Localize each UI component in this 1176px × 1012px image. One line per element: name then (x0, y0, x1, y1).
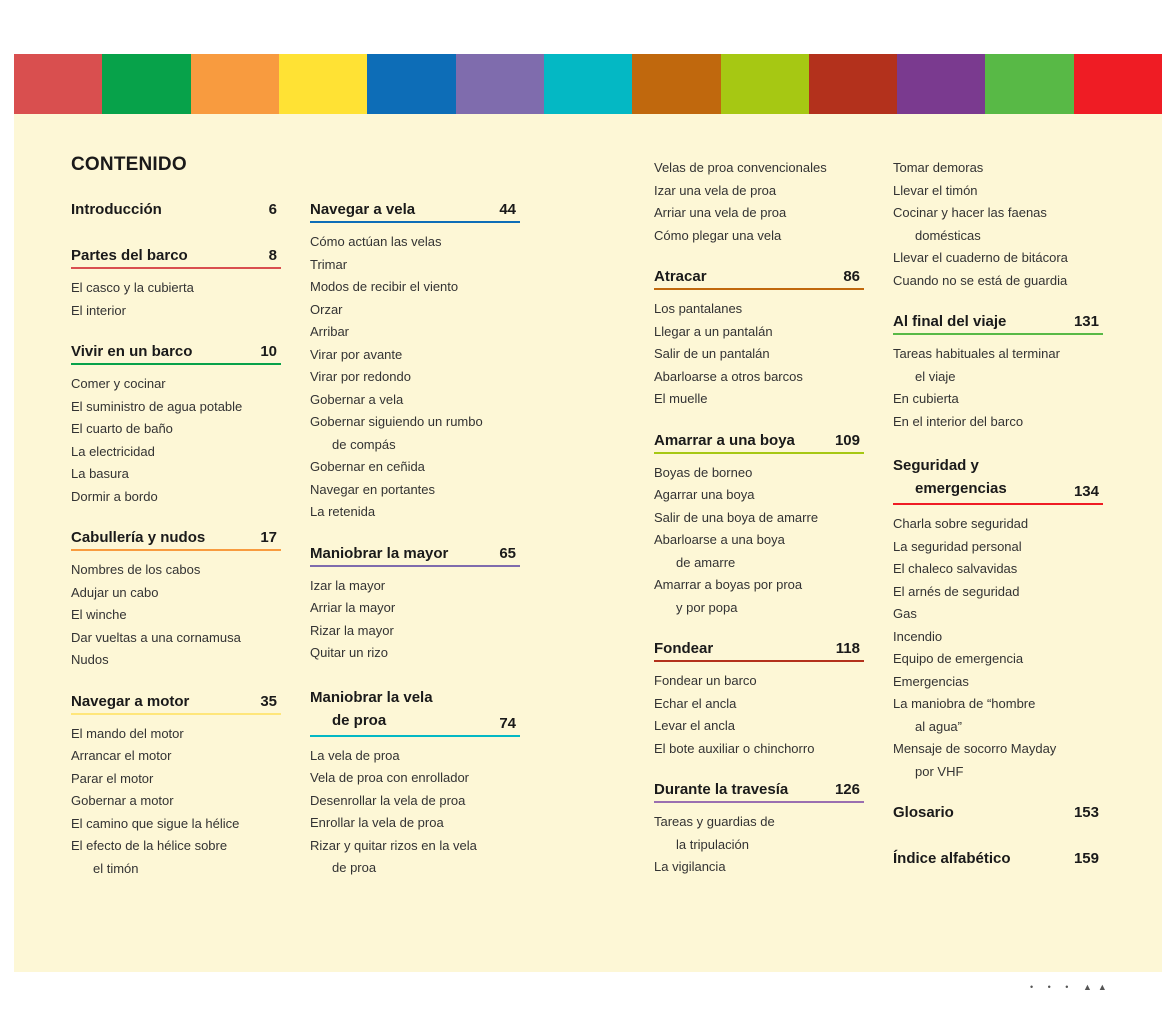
toc-item[interactable] (310, 254, 520, 277)
section-page-number: 74 (499, 714, 516, 732)
toc-column-3 (654, 157, 864, 900)
toc-item[interactable] (893, 157, 1103, 180)
toc-item-list (71, 373, 281, 508)
toc-item-text: Gobernar en ceñida (310, 459, 425, 474)
toc-item[interactable] (310, 389, 520, 412)
toc-item-text: Salir de un pantalán (654, 346, 770, 361)
section-heading[interactable] (310, 201, 520, 223)
toc-item-text: el viaje (915, 368, 956, 384)
toc-item-text: El interior (71, 302, 126, 318)
section-heading[interactable] (654, 781, 864, 803)
toc-item[interactable] (654, 529, 864, 574)
section-heading[interactable] (71, 693, 281, 715)
color-strip-block (985, 54, 1073, 114)
toc-item-text: La basura (71, 466, 129, 481)
color-strip-block (1074, 54, 1162, 114)
section-title (310, 686, 433, 732)
toc-item-text: Dormir a bordo (71, 488, 158, 504)
toc-item-text: Velas de proa convencionales (654, 160, 827, 175)
toc-item[interactable] (654, 856, 864, 879)
toc-item-list (654, 462, 864, 620)
section-title: Cabullería y nudos (71, 529, 206, 546)
toc-item[interactable] (893, 247, 1103, 270)
color-strip-block (367, 54, 455, 114)
toc-item-text: Llevar el cuaderno de bitácora (893, 250, 1068, 265)
toc-item-text: Agarrar una boya (654, 487, 755, 502)
toc-item[interactable] (654, 462, 864, 485)
toc-item[interactable] (654, 738, 864, 761)
toc-item[interactable] (654, 157, 864, 180)
color-strip-block (632, 54, 720, 114)
toc-item[interactable] (654, 202, 864, 225)
toc-item-list (893, 157, 1103, 292)
toc-item-text: Rizar la mayor (310, 622, 394, 638)
toc-item-list (893, 513, 1103, 783)
toc-item-list (654, 811, 864, 879)
toc-item[interactable] (310, 745, 520, 768)
toc-item-text: Virar por avante (310, 346, 403, 362)
toc-item[interactable] (654, 670, 864, 693)
section-heading[interactable] (310, 686, 520, 737)
color-strip-block (191, 54, 279, 114)
toc-item-text: El camino que sigue la hélice (71, 815, 240, 831)
toc-item[interactable] (893, 693, 1103, 738)
toc-item-text: Virar por redondo (310, 369, 411, 384)
section-heading[interactable] (893, 454, 1103, 505)
toc-item-text: el timón (93, 860, 139, 876)
toc-item[interactable] (71, 559, 281, 582)
section-title: Fondear (654, 640, 714, 657)
toc-item[interactable] (310, 812, 520, 835)
toc-item[interactable] (310, 620, 520, 643)
toc-item[interactable] (893, 411, 1103, 434)
section-title-line: de proa (332, 711, 387, 729)
toc-item-text: Tareas habituales al terminar (893, 346, 1060, 361)
toc-item-text: Boyas de borneo (654, 464, 753, 480)
toc-column-4 (893, 157, 1103, 896)
toc-item[interactable] (654, 366, 864, 389)
toc-item-text: Rizar y quitar rizos en la vela (310, 837, 477, 853)
toc-item-text: domésticas (915, 227, 981, 243)
toc-item-text: de compás (332, 436, 396, 452)
toc-item[interactable] (654, 180, 864, 203)
toc-item[interactable] (71, 649, 281, 672)
toc-item-list (654, 670, 864, 760)
toc-item-text: Orzar (310, 301, 343, 317)
toc-item[interactable] (310, 835, 520, 880)
toc-item[interactable] (893, 202, 1103, 247)
toc-item-text: El cuarto de baño (71, 421, 173, 436)
toc-item-text: Navegar en portantes (310, 481, 436, 497)
toc-item[interactable] (893, 738, 1103, 783)
toc-item[interactable] (71, 604, 281, 627)
toc-column-2 (310, 201, 520, 901)
toc-item-text: Gobernar a motor (71, 793, 174, 808)
section-page-number: 86 (843, 268, 860, 285)
section-page-number: 17 (260, 529, 277, 546)
toc-item-text: Arriar una vela de proa (654, 205, 787, 220)
color-strip-block (897, 54, 985, 114)
toc-item[interactable] (654, 507, 864, 530)
toc-item[interactable] (310, 299, 520, 322)
toc-item-text: Desenrollar la vela de proa (310, 792, 466, 808)
section-title: Glosario (893, 804, 954, 821)
section-page-number: 153 (1073, 804, 1099, 821)
toc-item[interactable] (71, 768, 281, 791)
toc-item-text: de proa (332, 860, 377, 875)
section-heading[interactable] (71, 343, 281, 365)
toc-item-text: Llevar el timón (893, 182, 978, 198)
toc-item-text: Tomar demoras (893, 160, 984, 175)
section-page-number: 10 (260, 343, 277, 360)
section-title: Navegar a motor (71, 692, 190, 710)
toc-item-text: Cocinar y hacer las faenas (893, 205, 1047, 220)
toc-item[interactable] (71, 745, 281, 768)
section-heading[interactable] (654, 268, 864, 290)
section-title-line: Seguridad y (893, 457, 979, 474)
toc-item-text: al agua” (915, 718, 962, 734)
toc-item-text: Equipo de emergencia (893, 651, 1024, 666)
toc-item-text: La retenida (310, 504, 376, 519)
toc-item-list (654, 157, 864, 247)
toc-item-text: Charla sobre seguridad (893, 516, 1029, 531)
toc-item[interactable] (654, 225, 864, 248)
section-heading[interactable] (893, 850, 1103, 867)
toc-item[interactable] (893, 581, 1103, 604)
section-title: Al final del viaje (893, 313, 1007, 330)
section-title: Introducción (71, 201, 162, 218)
toc-item-text: Incendio (893, 628, 943, 644)
toc-item[interactable] (310, 642, 520, 665)
toc-item[interactable] (654, 574, 864, 619)
toc-item-text: Comer y cocinar (71, 376, 166, 391)
toc-item[interactable] (893, 180, 1103, 203)
toc-item-text: Vela de proa con enrollador (310, 770, 470, 785)
toc-item-text: En el interior del barco (893, 413, 1024, 429)
toc-item[interactable] (71, 813, 281, 836)
toc-item-text: de amarre (676, 554, 736, 570)
section-page-number: 131 (1073, 313, 1099, 330)
toc-item-text: Arrancar el motor (71, 748, 172, 763)
toc-item-list (71, 559, 281, 672)
color-strip-block (544, 54, 632, 114)
toc-item[interactable] (310, 231, 520, 254)
section-title: Amarrar a una boya (654, 431, 795, 449)
toc-item[interactable] (893, 558, 1103, 581)
toc-item-text: Arribar (310, 324, 350, 339)
section-heading[interactable] (71, 529, 281, 551)
section-title: Índice alfabético (893, 850, 1011, 867)
toc-item-text: Nudos (71, 652, 109, 667)
toc-item-text: por VHF (915, 763, 964, 779)
toc-item-text: Cómo actúan las velas (310, 234, 442, 249)
toc-item[interactable] (654, 484, 864, 507)
toc-item-text: Levar el ancla (654, 718, 735, 733)
toc-item[interactable] (71, 790, 281, 813)
color-strip-block (279, 54, 367, 114)
toc-item-list (654, 298, 864, 411)
toc-item-text: y por popa (676, 599, 738, 615)
toc-item-text: El chaleco salvavidas (893, 561, 1018, 576)
toc-item-text: Fondear un barco (654, 673, 757, 688)
toc-item-text: La seguridad personal (893, 538, 1022, 554)
toc-item-list (71, 723, 281, 881)
toc-section (654, 268, 864, 411)
section-page-number: 109 (834, 431, 860, 449)
toc-item[interactable] (71, 723, 281, 746)
color-strip-block (14, 54, 102, 114)
section-title: Atracar (654, 268, 707, 285)
toc-item-text: Modos de recibir el viento (310, 279, 459, 294)
toc-item-text: Izar una vela de proa (654, 182, 777, 198)
toc-item[interactable] (654, 343, 864, 366)
toc-item[interactable] (310, 321, 520, 344)
section-title: Durante la travesía (654, 781, 789, 798)
section-page-number: 134 (1073, 483, 1099, 500)
toc-item-text: El bote auxiliar o chinchorro (654, 740, 815, 756)
toc-item-text: El winche (71, 607, 127, 622)
toc-item[interactable] (71, 300, 281, 323)
toc-item[interactable] (71, 486, 281, 509)
toc-item-text: Abarloarse a una boya (654, 532, 785, 547)
toc-item-text: Abarloarse a otros barcos (654, 368, 803, 384)
toc-item-text: El muelle (654, 391, 708, 406)
color-strip-block (721, 54, 809, 114)
toc-item[interactable] (654, 715, 864, 738)
toc-column-1 (71, 201, 281, 901)
toc-item-text: Echar el ancla (654, 695, 737, 711)
toc-item[interactable] (71, 277, 281, 300)
section-heading[interactable] (71, 201, 281, 218)
toc-item-list (310, 575, 520, 665)
toc-section (310, 686, 520, 880)
toc-item-list (310, 745, 520, 880)
toc-item-text: En cubierta (893, 391, 959, 406)
toc-section (71, 343, 281, 508)
toc-item-text: Los pantalanes (654, 301, 743, 316)
toc-section (654, 157, 864, 247)
toc-section (893, 850, 1103, 867)
toc-item-text: El suministro de agua potable (71, 398, 243, 414)
toc-item[interactable] (310, 344, 520, 367)
section-title: Vivir en un barco (71, 343, 193, 360)
toc-item[interactable] (654, 298, 864, 321)
toc-item[interactable] (310, 366, 520, 389)
toc-item-text: Mensaje de socorro Mayday (893, 741, 1057, 756)
section-title: Maniobrar la mayor (310, 544, 449, 562)
toc-item[interactable] (310, 479, 520, 502)
toc-item[interactable] (71, 463, 281, 486)
section-title (893, 454, 1007, 500)
toc-item-text: la tripulación (676, 836, 749, 852)
toc-item[interactable] (893, 671, 1103, 694)
toc-item-text: Trimar (310, 256, 348, 272)
toc-item[interactable] (893, 648, 1103, 671)
toc-item-list (310, 231, 520, 524)
page-title: CONTENIDO (71, 154, 187, 175)
section-page-number: 65 (499, 544, 516, 562)
toc-item-list (893, 343, 1103, 433)
section-heading[interactable] (893, 313, 1103, 335)
section-page-number: 44 (499, 201, 516, 218)
toc-item[interactable] (310, 597, 520, 620)
toc-item[interactable] (893, 388, 1103, 411)
toc-section (893, 804, 1103, 821)
toc-item-text: Emergencias (893, 673, 969, 689)
toc-item-text: Dar vueltas a una cornamusa (71, 629, 241, 645)
toc-item-text: El efecto de la hélice sobre (71, 838, 228, 853)
section-title-line: emergencias (915, 480, 1007, 497)
toc-item-text: Amarrar a boyas por proa (654, 577, 803, 592)
color-strip (14, 54, 1162, 114)
color-strip-block (456, 54, 544, 114)
toc-item-text: La maniobra de “hombre (893, 696, 1036, 711)
toc-item-text: Parar el motor (71, 770, 154, 786)
toc-item-text: El casco y la cubierta (71, 280, 194, 295)
section-title: Navegar a vela (310, 201, 416, 218)
toc-item-text: Quitar un rizo (310, 645, 389, 660)
toc-item[interactable] (71, 627, 281, 650)
toc-item-text: La vigilancia (654, 859, 726, 874)
toc-item[interactable] (654, 693, 864, 716)
toc-item-text: Izar la mayor (310, 577, 386, 593)
toc-item-text: Arriar la mayor (310, 600, 396, 615)
toc-item-text: Salir de una boya de amarre (654, 509, 819, 525)
toc-item-text: Cómo plegar una vela (654, 227, 782, 243)
toc-item[interactable] (71, 835, 281, 880)
toc-item[interactable] (71, 582, 281, 605)
toc-item[interactable] (310, 501, 520, 524)
toc-item-text: El arnés de seguridad (893, 583, 1020, 599)
color-strip-block (809, 54, 897, 114)
toc-section (71, 247, 281, 322)
toc-section (654, 432, 864, 620)
toc-section (893, 157, 1103, 292)
section-heading[interactable] (893, 804, 1103, 821)
section-page-number: 8 (268, 247, 277, 264)
toc-item[interactable] (71, 396, 281, 419)
toc-item[interactable] (893, 603, 1103, 626)
toc-section (310, 201, 520, 524)
toc-item-text: Adujar un cabo (71, 584, 159, 600)
section-page-number: 126 (834, 781, 860, 798)
toc-section (893, 454, 1103, 783)
toc-item[interactable] (310, 456, 520, 479)
toc-item-text: La electricidad (71, 443, 155, 459)
section-heading[interactable] (654, 640, 864, 662)
toc-item[interactable] (893, 343, 1103, 388)
section-heading[interactable] (71, 247, 281, 269)
toc-item[interactable] (654, 388, 864, 411)
toc-section (893, 313, 1103, 433)
toc-item-text: Gas (893, 606, 917, 621)
toc-section (71, 529, 281, 672)
section-page-number: 118 (835, 640, 860, 657)
toc-item-text: Gobernar a vela (310, 391, 404, 407)
toc-item[interactable] (654, 321, 864, 344)
toc-item[interactable] (893, 513, 1103, 536)
toc-item[interactable] (654, 811, 864, 856)
toc-section (71, 201, 281, 218)
color-strip-block (102, 54, 190, 114)
toc-item-text: Cuando no se está de guardia (893, 272, 1068, 288)
toc-item[interactable] (893, 270, 1103, 293)
book-page (14, 54, 1162, 972)
toc-item[interactable] (310, 790, 520, 813)
toc-item-text: Gobernar siguiendo un rumbo (310, 414, 483, 429)
section-title: Partes del barco (71, 247, 188, 264)
toc-item-text: Enrollar la vela de proa (310, 815, 444, 830)
toc-section (310, 545, 520, 665)
toc-item[interactable] (310, 767, 520, 790)
toc-item-text: Llegar a un pantalán (654, 323, 773, 339)
toc-item[interactable] (71, 418, 281, 441)
toc-item-text: El mando del motor (71, 725, 184, 741)
toc-section (654, 781, 864, 879)
toc-item-list (71, 277, 281, 322)
toc-item-text: Tareas y guardias de (654, 814, 775, 829)
section-page-number: 159 (1073, 850, 1099, 867)
toc-item[interactable] (310, 276, 520, 299)
section-page-number: 35 (260, 692, 277, 710)
section-heading[interactable] (310, 545, 520, 567)
section-page-number: 6 (268, 201, 277, 218)
section-heading[interactable] (654, 432, 864, 454)
page-indicator: • • • ▲▲ (1030, 982, 1113, 992)
toc-section (71, 693, 281, 881)
toc-item[interactable] (310, 411, 520, 456)
toc-section (654, 640, 864, 760)
toc-item[interactable] (893, 626, 1103, 649)
toc-item[interactable] (71, 441, 281, 464)
toc-item-text: Nombres de los cabos (71, 562, 201, 577)
toc-item-text: La vela de proa (310, 747, 400, 763)
section-title-line: Maniobrar la vela (310, 688, 433, 706)
toc-item[interactable] (893, 536, 1103, 559)
toc-item[interactable] (71, 373, 281, 396)
toc-item[interactable] (310, 575, 520, 598)
